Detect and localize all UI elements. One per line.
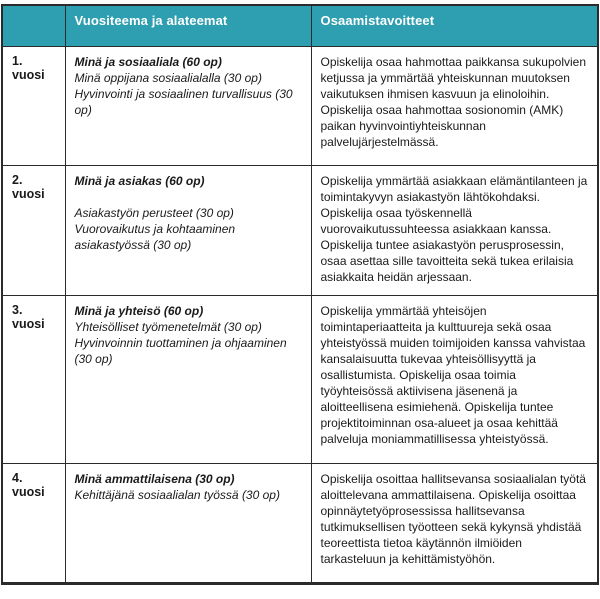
goals-cell <box>311 463 598 583</box>
subtheme-list <box>75 70 302 118</box>
themes-cell <box>65 295 311 463</box>
theme-title: Minä ja asiakas (60 op) <box>74 173 205 188</box>
year-label: 1. vuosi <box>2 46 65 165</box>
subtheme-line: Yhteisölliset työmenetelmät (30 op) <box>74 319 262 334</box>
year-label: 3. vuosi <box>2 295 65 463</box>
goals-cell <box>311 165 598 295</box>
theme-title: Minä ammattilaisena (30 op) <box>74 471 235 486</box>
subtheme-line: Kehittäjänä sosiaalialan työssä (30 op) <box>74 487 280 502</box>
goals-text: Opiskelija ymmärtää yhteisöjen toimintaperiaatteita ja kulttuureja sekä osaa yhteistyössä muiden toimijoiden kanssa vahvistaa kansalaisuutta tukevaa yhteisöllisyyttä ja osallistumista. Opiskelija osaa toimia työyhteisössä aktiivisena jäsenenä ja aloitteellisena esimiehenä. Opiskelija tuntee projektitoiminnan osa-alueet ja osaa kehittää palveluja moniammatillisessa yhteistyössä. <box>320 303 586 447</box>
goals-cell <box>311 295 598 463</box>
theme-title: Minä ja yhteisö (60 op) <box>74 303 204 318</box>
subtheme-line: Minä oppijana sosiaalialalla (30 op) <box>74 70 262 85</box>
theme-title: Minä ja sosiaaliala (60 op) <box>74 54 222 69</box>
year-label: 4. vuosi <box>2 463 65 583</box>
table-row <box>2 295 598 463</box>
subtheme-line: Hyvinvointi ja sosiaalinen turvallisuus (30 op) <box>74 86 293 117</box>
header-cell-themes: Vuositeema ja alateemat <box>65 5 311 46</box>
goals-text: Opiskelija osoittaa hallitsevansa sosiaalialan työtä aloittelevana ammattilaisena. Opiskelija osoittaa opinnäytetyöprosessissa hallitsevansa tutkimuksellisen työotteen sekä kykynsä yhdistää teoreettista tietoa käytännön ilmiöiden tarkasteluun ja kehittämistyöhön. <box>320 471 586 566</box>
table-row <box>2 46 598 165</box>
goals-text: Opiskelija osaa hahmottaa paikkansa sukupolvien ketjussa ja ymmärtää yhteiskunnan muutoksen vaikutuksen ihmisen kasvuun ja elinoloihin. Opiskelija osaa hahmottaa sosionomin (AMK) paikan hyvinvointiyhteiskunnan palvelujärjestelmässä. <box>320 54 586 149</box>
goals-cell <box>311 46 598 165</box>
themes-cell <box>65 463 311 583</box>
curriculum-table <box>1 4 599 585</box>
header-cell-year <box>2 5 65 46</box>
subtheme-list <box>75 319 302 367</box>
subtheme-list <box>75 487 302 503</box>
subtheme-list <box>75 189 302 253</box>
subtheme-line: Asiakastyön perusteet (30 op) <box>74 205 234 220</box>
subtheme-line: Hyvinvoinnin tuottaminen ja ohjaaminen (30 op) <box>74 335 287 366</box>
table-row <box>2 165 598 295</box>
table-header-row <box>2 5 598 46</box>
year-label: 2. vuosi <box>2 165 65 295</box>
blank-line <box>75 189 302 205</box>
subtheme-line: Vuorovaikutus ja kohtaaminen asiakastyössä (30 op) <box>74 221 236 252</box>
table-row <box>2 463 598 583</box>
themes-cell <box>65 165 311 295</box>
themes-cell <box>65 46 311 165</box>
header-cell-goals: Osaamistavoitteet <box>311 5 598 46</box>
goals-text: Opiskelija ymmärtää asiakkaan elämäntilanteen ja toimintakyvyn asiakastyön lähtökohdaksi. Opiskelija osaa työskennellä vuorovaikutussuhteessa asiakkaan kanssa. Opiskelija tuntee asiakastyön perusprosessin, osaa asettaa sille tavoitteita sekä tukea erilaisia asiakkaita heidän arjessaan. <box>320 173 588 284</box>
